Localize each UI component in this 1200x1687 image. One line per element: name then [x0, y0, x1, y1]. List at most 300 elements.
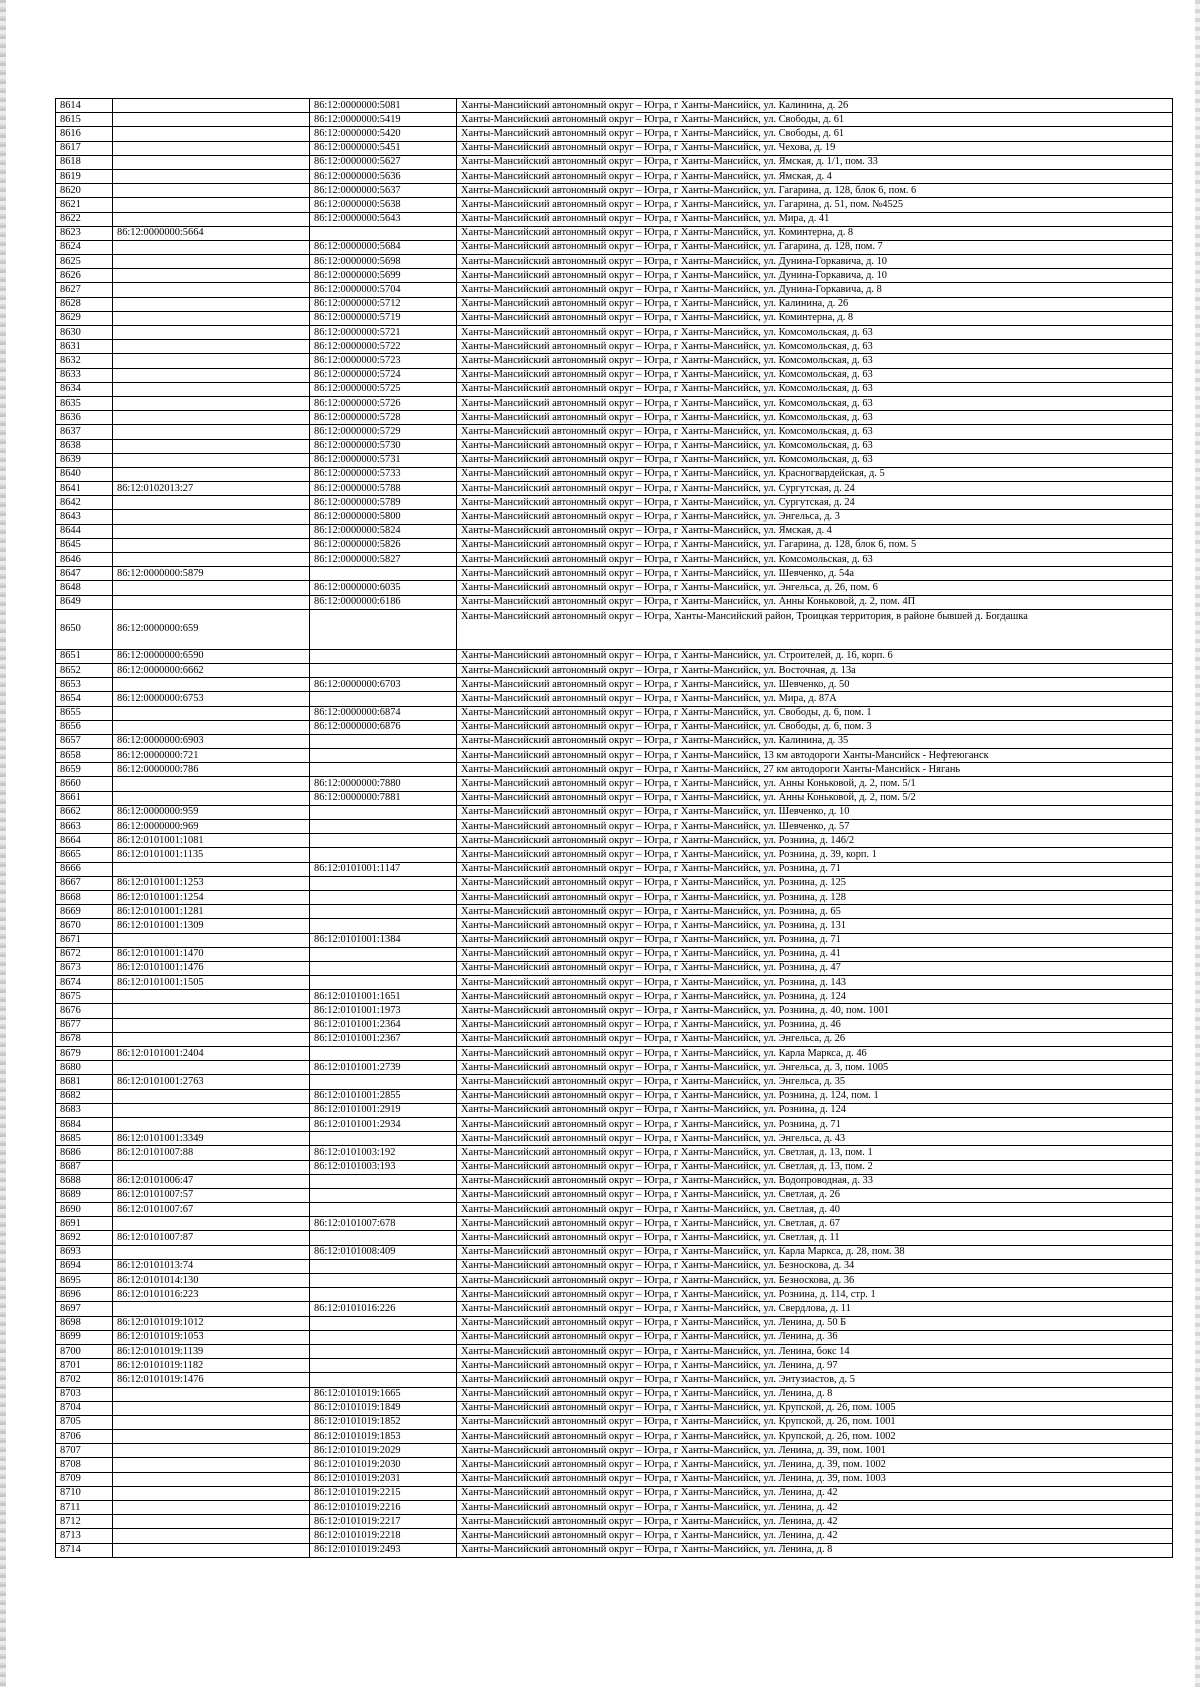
- address-cell: Ханты-Мансийский автономный округ – Югра, г Ханты-Мансийск, ул. Комсомольская, д. 63: [457, 553, 1173, 567]
- cadastral-number-a: [113, 510, 310, 524]
- row-number: 8663: [56, 820, 113, 834]
- address-cell: Ханты-Мансийский автономный округ – Югра, г Ханты-Мансийск, ул. Рознина, д. 124, пом. 1: [457, 1089, 1173, 1103]
- cadastral-number-a: [113, 933, 310, 947]
- cadastral-number-a: [113, 990, 310, 1004]
- cadastral-number-b: 86:12:0101001:2367: [310, 1032, 457, 1046]
- row-number: 8637: [56, 425, 113, 439]
- cadastral-number-b: 86:12:0000000:5699: [310, 269, 457, 283]
- address-cell: Ханты-Мансийский автономный округ – Югра, г Ханты-Мансийск, ул. Комсомольская, д. 63: [457, 368, 1173, 382]
- cadastral-number-b: 86:12:0000000:5726: [310, 396, 457, 410]
- row-number: 8670: [56, 919, 113, 933]
- address-cell: Ханты-Мансийский автономный округ – Югра, г Ханты-Мансийск, ул. Калинина, д. 35: [457, 734, 1173, 748]
- row-number: 8651: [56, 649, 113, 663]
- cadastral-number-a: [113, 269, 310, 283]
- row-number: 8643: [56, 510, 113, 524]
- table-row: [56, 947, 1173, 961]
- address-cell: Ханты-Мансийский автономный округ – Югра, г Ханты-Мансийск, ул. Гагарина, д. 128, блок 6, пом. 6: [457, 184, 1173, 198]
- address-cell: Ханты-Мансийский автономный округ – Югра, г Ханты-Мансийск, ул. Крупской, д. 26, пом. 1001: [457, 1415, 1173, 1429]
- table-row: [56, 919, 1173, 933]
- address-cell: Ханты-Мансийский автономный округ – Югра, г Ханты-Мансийск, ул. Анны Коньковой, д. 2, пом. 4П: [457, 595, 1173, 609]
- row-number: 8655: [56, 706, 113, 720]
- cadastral-number-a: [113, 1529, 310, 1543]
- address-cell: Ханты-Мансийский автономный округ – Югра, г Ханты-Мансийск, ул. Энгельса, д. 26: [457, 1032, 1173, 1046]
- cadastral-number-b: [310, 663, 457, 677]
- address-cell: Ханты-Мансийский автономный округ – Югра, г Ханты-Мансийск, ул. Ленина, д. 97: [457, 1359, 1173, 1373]
- table-row: [56, 198, 1173, 212]
- cadastral-number-b: 86:12:0000000:7881: [310, 791, 457, 805]
- cadastral-number-a: [113, 1486, 310, 1500]
- address-cell: Ханты-Мансийский автономный округ – Югра, г Ханты-Мансийск, ул. Светлая, д. 13, пом. 1: [457, 1146, 1173, 1160]
- table-row: [56, 567, 1173, 581]
- address-cell: Ханты-Мансийский автономный округ – Югра, г Ханты-Мансийск, ул. Энтузиастов, д. 5: [457, 1373, 1173, 1387]
- cadastral-number-b: 86:12:0000000:5733: [310, 467, 457, 481]
- table-row: [56, 1543, 1173, 1557]
- cadastral-number-a: [113, 1430, 310, 1444]
- cadastral-number-b: [310, 692, 457, 706]
- row-number: 8645: [56, 538, 113, 552]
- table-row: [56, 706, 1173, 720]
- row-number: 8623: [56, 226, 113, 240]
- cadastral-number-b: 86:12:0101019:2030: [310, 1458, 457, 1472]
- cadastral-number-a: [113, 141, 310, 155]
- cadastral-number-a: [113, 1103, 310, 1117]
- address-cell: Ханты-Мансийский автономный округ – Югра, г Ханты-Мансийск, ул. Крупской, д. 26, пом. 1005: [457, 1401, 1173, 1415]
- address-cell: Ханты-Мансийский автономный округ – Югра, г Ханты-Мансийск, ул. Ленина, д. 39, пом. 1003: [457, 1472, 1173, 1486]
- cadastral-number-a: [113, 340, 310, 354]
- cadastral-number-a: [113, 127, 310, 141]
- table-row: [56, 1501, 1173, 1515]
- row-number: 8682: [56, 1089, 113, 1103]
- cadastral-number-b: [310, 919, 457, 933]
- address-cell: Ханты-Мансийский автономный округ – Югра, г Ханты-Мансийск, ул. Рознина, д. 128: [457, 890, 1173, 904]
- row-number: 8713: [56, 1529, 113, 1543]
- cadastral-number-a: 86:12:0101001:1476: [113, 961, 310, 975]
- cadastral-number-a: [113, 553, 310, 567]
- row-number: 8680: [56, 1061, 113, 1075]
- table-row: [56, 1274, 1173, 1288]
- table-row: [56, 538, 1173, 552]
- cadastral-number-b: [310, 1132, 457, 1146]
- cadastral-number-b: 86:12:0000000:5451: [310, 141, 457, 155]
- address-cell: Ханты-Мансийский автономный округ – Югра, г Ханты-Мансийск, ул. Ленина, д. 50 Б: [457, 1316, 1173, 1330]
- table-row: [56, 368, 1173, 382]
- cadastral-number-b: 86:12:0000000:5788: [310, 482, 457, 496]
- cadastral-number-b: 86:12:0101007:678: [310, 1217, 457, 1231]
- cadastral-number-a: 86:12:0101019:1053: [113, 1330, 310, 1344]
- cadastral-number-b: 86:12:0000000:6703: [310, 678, 457, 692]
- address-cell: Ханты-Мансийский автономный округ – Югра, г Ханты-Мансийск, ул. Свердлова, д. 11: [457, 1302, 1173, 1316]
- cadastral-number-b: [310, 1188, 457, 1202]
- table-row: [56, 467, 1173, 481]
- table-row: [56, 1018, 1173, 1032]
- address-cell: Ханты-Мансийский автономный округ – Югра, г Ханты-Мансийск, ул. Водопроводная, д. 33: [457, 1174, 1173, 1188]
- table-row: [56, 169, 1173, 183]
- table-row: [56, 1188, 1173, 1202]
- cadastral-number-b: [310, 947, 457, 961]
- table-row: [56, 553, 1173, 567]
- address-cell: Ханты-Мансийский автономный округ – Югра, г Ханты-Мансийск, ул. Безноскова, д. 34: [457, 1259, 1173, 1273]
- row-number: 8714: [56, 1543, 113, 1557]
- cadastral-number-b: [310, 876, 457, 890]
- address-cell: Ханты-Мансийский автономный округ – Югра, г Ханты-Мансийск, ул. Ленина, д. 39, пом. 1002: [457, 1458, 1173, 1472]
- cadastral-number-b: 86:12:0101001:2364: [310, 1018, 457, 1032]
- address-cell: Ханты-Мансийский автономный округ – Югра, г Ханты-Мансийск, ул. Рознина, д. 131: [457, 919, 1173, 933]
- table-row: [56, 1387, 1173, 1401]
- cadastral-number-a: [113, 1160, 310, 1174]
- cadastral-number-b: 86:12:0000000:5723: [310, 354, 457, 368]
- row-number: 8656: [56, 720, 113, 734]
- cadastral-number-b: 86:12:0101019:1665: [310, 1387, 457, 1401]
- cadastral-number-a: [113, 382, 310, 396]
- row-number: 8657: [56, 734, 113, 748]
- cadastral-number-a: 86:12:0101001:1470: [113, 947, 310, 961]
- table-row: [56, 184, 1173, 198]
- table-row: [56, 155, 1173, 169]
- address-cell: Ханты-Мансийский автономный округ – Югра, г Ханты-Мансийск, ул. Рознина, д. 40, пом. 1001: [457, 1004, 1173, 1018]
- cadastral-number-b: [310, 763, 457, 777]
- row-number: 8694: [56, 1259, 113, 1273]
- cadastral-number-a: [113, 1415, 310, 1429]
- table-row: [56, 1529, 1173, 1543]
- row-number: 8711: [56, 1501, 113, 1515]
- row-number: 8674: [56, 976, 113, 990]
- cadastral-number-b: 86:12:0000000:5643: [310, 212, 457, 226]
- cadastral-number-a: [113, 678, 310, 692]
- row-number: 8705: [56, 1415, 113, 1429]
- row-number: 8659: [56, 763, 113, 777]
- address-cell: Ханты-Мансийский автономный округ – Югра, г Ханты-Мансийск, ул. Калинина, д. 26: [457, 297, 1173, 311]
- cadastral-number-b: 86:12:0000000:5728: [310, 411, 457, 425]
- cadastral-number-b: [310, 609, 457, 649]
- table-row: [56, 933, 1173, 947]
- cadastral-number-b: 86:12:0000000:6035: [310, 581, 457, 595]
- cadastral-number-a: [113, 396, 310, 410]
- cadastral-number-a: 86:12:0101001:1253: [113, 876, 310, 890]
- address-cell: Ханты-Мансийский автономный округ – Югра, г Ханты-Мансийск, ул. Коминтерна, д. 8: [457, 311, 1173, 325]
- address-cell: Ханты-Мансийский автономный округ – Югра, г Ханты-Мансийск, ул. Комсомольская, д. 63: [457, 340, 1173, 354]
- table-row: [56, 1444, 1173, 1458]
- row-number: 8664: [56, 834, 113, 848]
- cadastral-number-a: 86:12:0101001:1081: [113, 834, 310, 848]
- table-row: [56, 382, 1173, 396]
- table-row: [56, 297, 1173, 311]
- table-row: [56, 212, 1173, 226]
- address-cell: Ханты-Мансийский автономный округ – Югра, г Ханты-Мансийск, ул. Ленина, д. 8: [457, 1543, 1173, 1557]
- cadastral-number-b: [310, 649, 457, 663]
- address-cell: Ханты-Мансийский автономный округ – Югра, г Ханты-Мансийск, 13 км автодороги Ханты-Мансийск - Нефтеюганск: [457, 749, 1173, 763]
- table-row: [56, 834, 1173, 848]
- address-cell: Ханты-Мансийский автономный округ – Югра, г Ханты-Мансийск, ул. Энгельса, д. 26, пом. 6: [457, 581, 1173, 595]
- address-cell: Ханты-Мансийский автономный округ – Югра, г Ханты-Мансийск, ул. Коминтерна, д. 8: [457, 226, 1173, 240]
- cadastral-number-b: 86:12:0000000:5419: [310, 113, 457, 127]
- table-row: [56, 1259, 1173, 1273]
- row-number: 8689: [56, 1188, 113, 1202]
- cadastral-number-a: [113, 425, 310, 439]
- table-row: [56, 1430, 1173, 1444]
- address-cell: Ханты-Мансийский автономный округ – Югра, г Ханты-Мансийск, ул. Комсомольская, д. 63: [457, 354, 1173, 368]
- address-cell: Ханты-Мансийский автономный округ – Югра, г Ханты-Мансийск, ул. Комсомольская, д. 63: [457, 411, 1173, 425]
- address-cell: Ханты-Мансийский автономный округ – Югра, г Ханты-Мансийск, ул. Ямская, д. 4: [457, 169, 1173, 183]
- cadastral-number-b: [310, 848, 457, 862]
- table-row: [56, 961, 1173, 975]
- row-number: 8646: [56, 553, 113, 567]
- cadastral-number-b: [310, 226, 457, 240]
- address-cell: Ханты-Мансийский автономный округ – Югра, г Ханты-Мансийск, ул. Калинина, д. 26: [457, 99, 1173, 113]
- cadastral-number-b: [310, 1203, 457, 1217]
- address-cell: Ханты-Мансийский автономный округ – Югра, г Ханты-Мансийск, ул. Анны Коньковой, д. 2, пом. 5/1: [457, 777, 1173, 791]
- row-number: 8638: [56, 439, 113, 453]
- cadastral-number-a: [113, 862, 310, 876]
- cadastral-number-a: 86:12:0101019:1012: [113, 1316, 310, 1330]
- row-number: 8686: [56, 1146, 113, 1160]
- cadastral-number-a: 86:12:0000000:5879: [113, 567, 310, 581]
- address-cell: Ханты-Мансийский автономный округ – Югра, г Ханты-Мансийск, ул. Рознина, д. 47: [457, 961, 1173, 975]
- table-row: [56, 141, 1173, 155]
- address-cell: Ханты-Мансийский автономный округ – Югра, г Ханты-Мансийск, ул. Безноскова, д. 36: [457, 1274, 1173, 1288]
- cadastral-number-a: 86:12:0000000:969: [113, 820, 310, 834]
- cadastral-number-b: 86:12:0101001:2855: [310, 1089, 457, 1103]
- table-row: [56, 862, 1173, 876]
- row-number: 8671: [56, 933, 113, 947]
- address-cell: Ханты-Мансийский автономный округ – Югра, г Ханты-Мансийск, ул. Мира, д. 41: [457, 212, 1173, 226]
- address-cell: Ханты-Мансийский автономный округ – Югра, г Ханты-Мансийск, ул. Шевченко, д. 50: [457, 678, 1173, 692]
- address-cell: Ханты-Мансийский автономный округ – Югра, г Ханты-Мансийск, ул. Светлая, д. 67: [457, 1217, 1173, 1231]
- cadastral-number-a: [113, 1061, 310, 1075]
- cadastral-number-b: 86:12:0000000:5827: [310, 553, 457, 567]
- cadastral-number-b: 86:12:0101019:2031: [310, 1472, 457, 1486]
- address-cell: Ханты-Мансийский автономный округ – Югра, г Ханты-Мансийск, ул. Светлая, д. 13, пом. 2: [457, 1160, 1173, 1174]
- cadastral-number-b: 86:12:0101003:193: [310, 1160, 457, 1174]
- row-number: 8702: [56, 1373, 113, 1387]
- cadastral-number-a: [113, 411, 310, 425]
- row-number: 8683: [56, 1103, 113, 1117]
- cadastral-number-a: [113, 1004, 310, 1018]
- cadastral-number-b: 86:12:0000000:5420: [310, 127, 457, 141]
- cadastral-number-a: [113, 439, 310, 453]
- table-row: [56, 1132, 1173, 1146]
- table-row: [56, 905, 1173, 919]
- table-row: [56, 99, 1173, 113]
- address-cell: Ханты-Мансийский автономный округ – Югра, Ханты-Мансийский район, Троицкая территория, в районе бывшей д. Богдашка: [457, 609, 1173, 649]
- cadastral-number-a: [113, 113, 310, 127]
- address-cell: Ханты-Мансийский автономный округ – Югра, г Ханты-Мансийск, ул. Светлая, д. 11: [457, 1231, 1173, 1245]
- cadastral-number-a: 86:12:0000000:6753: [113, 692, 310, 706]
- cadastral-number-b: 86:12:0101001:1651: [310, 990, 457, 1004]
- address-cell: Ханты-Мансийский автономный округ – Югра, г Ханты-Мансийск, ул. Сургутская, д. 24: [457, 482, 1173, 496]
- cadastral-number-a: 86:12:0101001:3349: [113, 1132, 310, 1146]
- row-number: 8620: [56, 184, 113, 198]
- cadastral-number-a: [113, 326, 310, 340]
- table-row: [56, 1515, 1173, 1529]
- cadastral-number-b: 86:12:0000000:6876: [310, 720, 457, 734]
- table-row: [56, 510, 1173, 524]
- table-row: [56, 1316, 1173, 1330]
- cadastral-number-b: 86:12:0000000:5081: [310, 99, 457, 113]
- cadastral-number-a: [113, 1458, 310, 1472]
- address-cell: Ханты-Мансийский автономный округ – Югра, г Ханты-Мансийск, ул. Энгельса, д. 35: [457, 1075, 1173, 1089]
- table-row: [56, 1231, 1173, 1245]
- row-number: 8633: [56, 368, 113, 382]
- cadastral-number-b: 86:12:0101019:1853: [310, 1430, 457, 1444]
- cadastral-number-a: 86:12:0101007:87: [113, 1231, 310, 1245]
- cadastral-number-b: 86:12:0101001:2919: [310, 1103, 457, 1117]
- address-cell: Ханты-Мансийский автономный округ – Югра, г Ханты-Мансийск, ул. Гагарина, д. 51, пом. №4525: [457, 198, 1173, 212]
- cadastral-number-a: [113, 283, 310, 297]
- cadastral-number-a: [113, 297, 310, 311]
- row-number: 8712: [56, 1515, 113, 1529]
- table-row: [56, 1004, 1173, 1018]
- table-row: [56, 1203, 1173, 1217]
- address-cell: Ханты-Мансийский автономный округ – Югра, г Ханты-Мансийск, ул. Рознина, д. 39, корп. 1: [457, 848, 1173, 862]
- row-number: 8709: [56, 1472, 113, 1486]
- cadastral-number-b: 86:12:0000000:5800: [310, 510, 457, 524]
- cadastral-number-b: 86:12:0000000:5725: [310, 382, 457, 396]
- table-row: [56, 127, 1173, 141]
- row-number: 8662: [56, 805, 113, 819]
- table-row: [56, 1160, 1173, 1174]
- row-number: 8661: [56, 791, 113, 805]
- address-cell: Ханты-Мансийский автономный округ – Югра, г Ханты-Мансийск, ул. Гагарина, д. 128, блок 6, пом. 5: [457, 538, 1173, 552]
- address-cell: Ханты-Мансийский автономный округ – Югра, г Ханты-Мансийск, ул. Рознина, д. 146/2: [457, 834, 1173, 848]
- cadastral-number-b: 86:12:0000000:6186: [310, 595, 457, 609]
- address-cell: Ханты-Мансийский автономный округ – Югра, г Ханты-Мансийск, ул. Шевченко, д. 54а: [457, 567, 1173, 581]
- cadastral-number-b: 86:12:0000000:5730: [310, 439, 457, 453]
- address-cell: Ханты-Мансийский автономный округ – Югра, г Ханты-Мансийск, ул. Ленина, бокс 14: [457, 1344, 1173, 1358]
- cadastral-number-a: 86:12:0101019:1139: [113, 1344, 310, 1358]
- table-row: [56, 1103, 1173, 1117]
- address-cell: Ханты-Мансийский автономный округ – Югра, г Ханты-Мансийск, ул. Комсомольская, д. 63: [457, 453, 1173, 467]
- address-cell: Ханты-Мансийский автономный округ – Югра, г Ханты-Мансийск, ул. Ленина, д. 39, пом. 1001: [457, 1444, 1173, 1458]
- address-cell: Ханты-Мансийский автономный округ – Югра, г Ханты-Мансийск, ул. Рознина, д. 124: [457, 990, 1173, 1004]
- row-number: 8697: [56, 1302, 113, 1316]
- address-cell: Ханты-Мансийский автономный округ – Югра, г Ханты-Мансийск, ул. Шевченко, д. 57: [457, 820, 1173, 834]
- cadastral-number-a: [113, 581, 310, 595]
- cadastral-number-a: [113, 311, 310, 325]
- row-number: 8652: [56, 663, 113, 677]
- cadastral-number-b: [310, 1316, 457, 1330]
- row-number: 8640: [56, 467, 113, 481]
- row-number: 8691: [56, 1217, 113, 1231]
- row-number: 8625: [56, 255, 113, 269]
- table-row: [56, 976, 1173, 990]
- row-number: 8708: [56, 1458, 113, 1472]
- cadastral-number-b: [310, 805, 457, 819]
- cadastral-number-a: 86:12:0000000:659: [113, 609, 310, 649]
- cadastral-number-b: [310, 820, 457, 834]
- cadastral-number-a: 86:12:0000000:6590: [113, 649, 310, 663]
- row-number: 8703: [56, 1387, 113, 1401]
- cadastral-number-a: [113, 240, 310, 254]
- cadastral-number-b: [310, 1344, 457, 1358]
- table-row: [56, 649, 1173, 663]
- scan-edge-left: [0, 0, 6, 1687]
- cadastral-number-a: 86:12:0101001:1505: [113, 976, 310, 990]
- cadastral-number-a: [113, 212, 310, 226]
- row-number: 8654: [56, 692, 113, 706]
- cadastral-number-b: 86:12:0000000:5826: [310, 538, 457, 552]
- cadastral-number-a: [113, 496, 310, 510]
- cadastral-number-b: [310, 1047, 457, 1061]
- cadastral-number-b: 86:12:0000000:5636: [310, 169, 457, 183]
- row-number: 8629: [56, 311, 113, 325]
- cadastral-number-b: 86:12:0101016:226: [310, 1302, 457, 1316]
- row-number: 8710: [56, 1486, 113, 1500]
- cadastral-number-b: 86:12:0000000:5637: [310, 184, 457, 198]
- table-row: [56, 1146, 1173, 1160]
- table-row: [56, 1359, 1173, 1373]
- cadastral-number-b: 86:12:0101019:2029: [310, 1444, 457, 1458]
- cadastral-number-a: [113, 1302, 310, 1316]
- row-number: 8707: [56, 1444, 113, 1458]
- cadastral-number-b: [310, 1274, 457, 1288]
- table-row: [56, 1089, 1173, 1103]
- row-number: 8668: [56, 890, 113, 904]
- table-row: [56, 269, 1173, 283]
- address-cell: Ханты-Мансийский автономный округ – Югра, г Ханты-Мансийск, ул. Свободы, д. 61: [457, 127, 1173, 141]
- cadastral-number-b: 86:12:0101001:2934: [310, 1117, 457, 1131]
- table-row: [56, 1117, 1173, 1131]
- cadastral-number-b: 86:12:0000000:5721: [310, 326, 457, 340]
- cadastral-number-b: 86:12:0000000:5789: [310, 496, 457, 510]
- address-cell: Ханты-Мансийский автономный округ – Югра, г Ханты-Мансийск, ул. Свободы, д. 6, пом. 3: [457, 720, 1173, 734]
- row-number: 8665: [56, 848, 113, 862]
- row-number: 8685: [56, 1132, 113, 1146]
- address-cell: Ханты-Мансийский автономный округ – Югра, г Ханты-Мансийск, ул. Ленина, д. 8: [457, 1387, 1173, 1401]
- table-row: [56, 1458, 1173, 1472]
- table-row: [56, 1061, 1173, 1075]
- address-cell: Ханты-Мансийский автономный округ – Югра, г Ханты-Мансийск, ул. Светлая, д. 26: [457, 1188, 1173, 1202]
- address-cell: Ханты-Мансийский автономный округ – Югра, г Ханты-Мансийск, ул. Сургутская, д. 24: [457, 496, 1173, 510]
- cadastral-number-b: [310, 905, 457, 919]
- cadastral-number-b: [310, 749, 457, 763]
- cadastral-number-a: [113, 1217, 310, 1231]
- cadastral-number-a: [113, 1117, 310, 1131]
- cadastral-number-b: 86:12:0101019:1852: [310, 1415, 457, 1429]
- row-number: 8672: [56, 947, 113, 961]
- cadastral-number-b: 86:12:0101019:2218: [310, 1529, 457, 1543]
- row-number: 8675: [56, 990, 113, 1004]
- table-row: [56, 1344, 1173, 1358]
- cadastral-number-a: [113, 169, 310, 183]
- table-row: [56, 777, 1173, 791]
- row-number: 8692: [56, 1231, 113, 1245]
- address-cell: Ханты-Мансийский автономный округ – Югра, г Ханты-Мансийск, ул. Рознина, д. 71: [457, 1117, 1173, 1131]
- table-row: [56, 354, 1173, 368]
- table-row: [56, 1047, 1173, 1061]
- table-row: [56, 524, 1173, 538]
- table-row: [56, 240, 1173, 254]
- cadastral-number-a: [113, 1245, 310, 1259]
- address-cell: Ханты-Мансийский автономный округ – Югра, г Ханты-Мансийск, ул. Ленина, д. 42: [457, 1515, 1173, 1529]
- row-number: 8704: [56, 1401, 113, 1415]
- cadastral-number-b: 86:12:0101019:2217: [310, 1515, 457, 1529]
- cadastral-number-b: [310, 1075, 457, 1089]
- cadastral-number-a: [113, 1543, 310, 1557]
- row-number: 8701: [56, 1359, 113, 1373]
- cadastral-number-a: [113, 538, 310, 552]
- cadastral-number-a: 86:12:0101001:1309: [113, 919, 310, 933]
- row-number: 8627: [56, 283, 113, 297]
- table-row: [56, 763, 1173, 777]
- cadastral-number-b: 86:12:0101001:1147: [310, 862, 457, 876]
- cadastral-number-a: 86:12:0101016:223: [113, 1288, 310, 1302]
- cadastral-number-b: 86:12:0000000:5684: [310, 240, 457, 254]
- cadastral-number-b: 86:12:0000000:5729: [310, 425, 457, 439]
- address-cell: Ханты-Мансийский автономный округ – Югра, г Ханты-Мансийск, ул. Комсомольская, д. 63: [457, 439, 1173, 453]
- cadastral-number-b: 86:12:0101001:1384: [310, 933, 457, 947]
- cadastral-number-b: 86:12:0000000:5731: [310, 453, 457, 467]
- row-number: 8642: [56, 496, 113, 510]
